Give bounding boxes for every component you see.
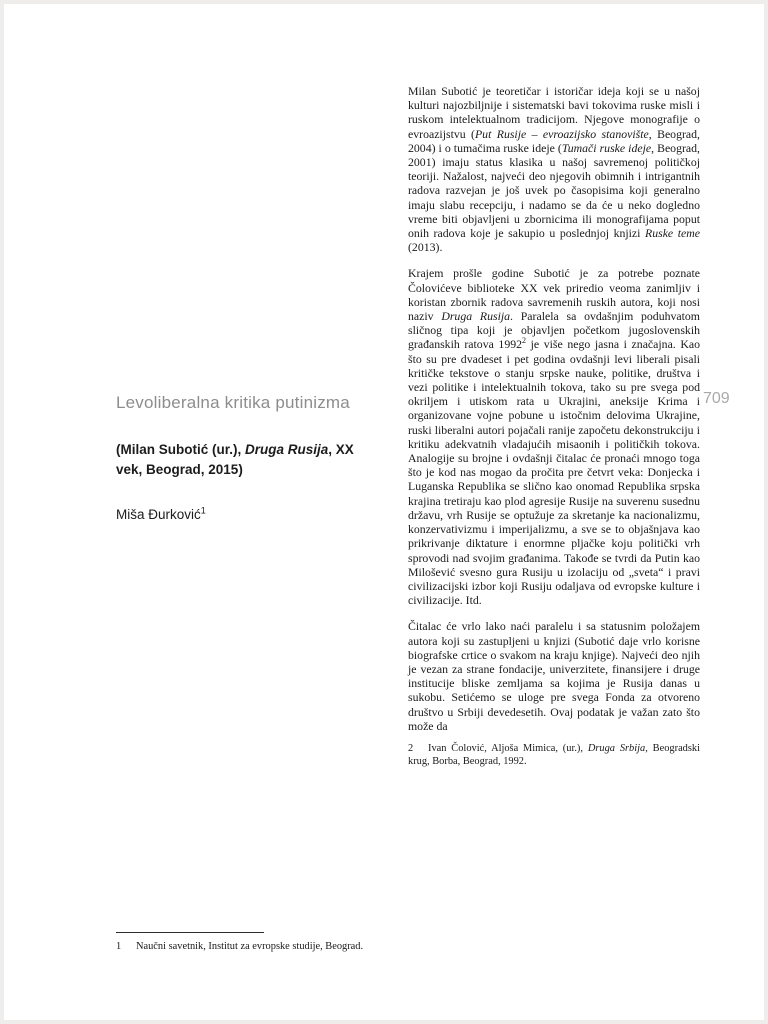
footnote-divider (116, 932, 264, 933)
page-number: 709 (703, 390, 730, 407)
author-name-text: Miša Đurković (116, 506, 201, 522)
footnote-2: 2 Ivan Čolović, Aljoša Mimica, (ur.), Druga Srbija, Beogradski krug, Borba, Beograd, 1992. (408, 742, 700, 768)
article-title: Levoliberalna kritika putinizma (116, 393, 350, 412)
footnote-1 (116, 932, 388, 954)
article-header (116, 392, 378, 522)
article-body (408, 84, 700, 769)
book-reference: (Milan Subotić (ur.), Druga Rusija, XX vek, Beograd, 2015) (116, 442, 354, 478)
journal-page (4, 4, 764, 1020)
footnote-number: 1 (116, 941, 122, 952)
paragraph: Čitalac će vrlo lako naći paralelu i sa statusnim položajem autora koji su zastupljeni u knjizi (Subotić daje vrlo korisne biografske crtice o svakom na kraju knjige). Najveći deo njih je vezan za strane fondacije, univerzitete, finansijere i druge institucije bliske zemljama sa kojima je Rusija danas u sukobu. Setićemo se uloge pre svega Fonda za otvoreno društvo u Srbiji devedesetih. Ovaj podatak je važan zato što može da (408, 619, 700, 733)
paragraph: Milan Subotić je teoretičar i istoričar ideja koji se u našoj kulturi najozbiljnije i sistematski bavi tokovima ruske misli i ruskom intelektualnom tradicijom. Njegove monografije o evroazijstvu (Put Rusije – evroazijsko stanovište, Beograd, 2004) i o tumačima ruske ideje (Tumači ruske ideje, Beograd, 2001) imaju status klasika u našoj savremenoj političkoj teoriji. Nažalost, najveći deo njegovih obimnih i intrigantnih radova razvejan je još uvek po časopisima koji generalno imaju slabu recepciju, i nadamo se da će u neko dogledno vreme biti objavljeni u zbornicima ili monografijama poput onih radova koje je sakupio u poslednjoj knjizi Ruske teme (2013). (408, 84, 700, 255)
author-footnote-ref: 1 (200, 505, 206, 516)
paragraph: Krajem prošle godine Subotić je za potrebe poznate Čolovićeve biblioteke XX vek priredio veoma zanimljiv i koristan zbornik radova savremenih ruskih autora, koji nosi naziv Druga Rusija. Paralela sa ovdašnjim poduhvatom sličnog tipa koji je objavljen početkom jugoslovenskih građanskih ratova 1992$^2$ je više nego jasna i značajna. Kao što su pre dvadeset i pet godina ovdašnji levi liberali pisali kritičke tekstove o stanju srpske nauke, politike, društva i vezi politike i intelektualnih tokova, tako su pre svega pod okriljem i utiskom rata u Ukrajini, aneksije Krima i organizovane vojne pobune u istočnim delovima Ukrajine, ruski liberalni autori pojačali ranije započetu dekonstrukciju i kritiku adekvatnih vladajućih misaonih i političkih tokova. Analogije su brojne i ovdašnji čitalac će pronaći mnogo toga što je kod nas mogao da pročita pre četvrt veka: Donjecka i Luganska Republika se slično kao onomad Republika srpska krajina tretiraju kao plod agresije Rusije na suverenu susednu državu, vrh Rusije se optužuje za skretanje ka nacionalizmu, konzervativizmu i imperijalizmu, a sve se to objašnjava kao prikrivanje diktature i enormne pljačke koju politički vrh sprovodi nad svojim građanima. Takođe se tvrdi da Putin kao Milošević svesno gura Rusiju u izolaciju od „sveta“ i pravi civilizacijski izbor koji Rusiju odaljava od evropske kulture i civilizacije. Itd. (408, 266, 701, 608)
review-paragraphs (408, 84, 700, 733)
author-name (116, 507, 378, 522)
footnote-1-body (116, 940, 388, 954)
footnote-text: Naučni savetnik, Institut za evropske studije, Beograd. (136, 941, 364, 952)
